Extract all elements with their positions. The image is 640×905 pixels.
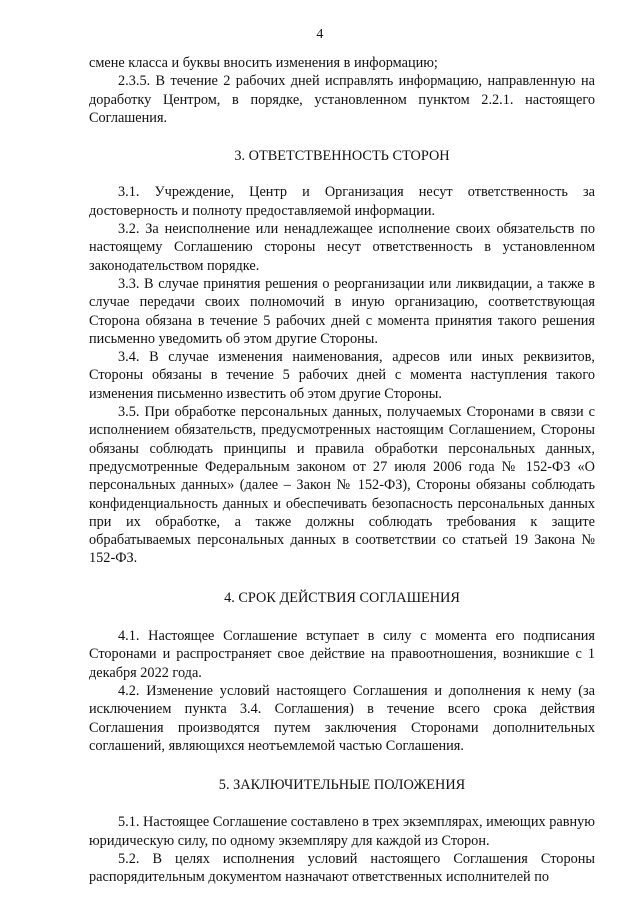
paragraph-3-2: 3.2. За неисполнение или ненадлежащее исполнение своих обязательств по настоящему Соглашению стороны несут ответственность в установленном законодательством порядке. [89, 221, 595, 274]
paragraph-4-2: 4.2. Изменение условий настоящего Соглашения и дополнения к нему (за исключением пункта 3.4. Соглашения) в течение всего срока действия Соглашения производятся путем заключения Сторонами дополнительных соглашений, являющихся неотъемлемой частью Соглашения. [89, 682, 595, 754]
section-heading-4: 4. СРОК ДЕЙСТВИЯ СОГЛАШЕНИЯ [224, 589, 460, 606]
section-heading-3: 3. ОТВЕТСТВЕННОСТЬ СТОРОН [234, 148, 450, 165]
paragraph-3-4: 3.4. В случае изменения наименования, адресов или иных реквизитов, Стороны обязаны в течение 5 рабочих дней с момента наступления такого изменения письменно известить об этом другие Стороны. [89, 349, 595, 402]
page-number: 4 [316, 27, 324, 42]
paragraph-3-3: 3.3. В случае принятия решения о реорганизации или ликвидации, а также в случае передачи своих полномочий в иную организацию, соответствующая Сторона обязана в течение 5 рабочих дней с момента принятия такого решения письменно уведомить об этом другие Стороны. [89, 275, 595, 347]
paragraph-4-1: 4.1. Настоящее Соглашение вступает в силу с момента его подписания Сторонами и распространяет свое действие на правоотношения, возникшие с 1 декабря 2022 года. [89, 628, 595, 681]
section-heading-5: 5. ЗАКЛЮЧИТЕЛЬНЫЕ ПОЛОЖЕНИЯ [218, 777, 466, 794]
paragraph-2-3-5: 2.3.5. В течение 2 рабочих дней исправлять информацию, направленную на доработку Центром, в порядке, установленном пунктом 2.2.1. настоящего Соглашения. [89, 73, 595, 126]
paragraph-5-1: 5.1. Настоящее Соглашение составлено в трех экземплярах, имеющих равную юридическую силу, по одному экземпляру для каждой из Сторон. [89, 814, 595, 849]
paragraph-3-1: 3.1. Учреждение, Центр и Организация несут ответственность за достоверность и полноту предоставляемой информации. [89, 184, 595, 219]
paragraph-continuation: смене класса и буквы вносить изменения в информацию; [89, 55, 438, 71]
paragraph-3-5: 3.5. При обработке персональных данных, получаемых Сторонами в связи с исполнением обязательств, предусмотренных настоящим Соглашением, Стороны обязаны соблюдать принципы и правила обработки персональных данных, предусмотренные Федеральным законом от 27 июля 2006 года № 152-ФЗ «О персональных данных» (далее – Закон № 152-ФЗ), Стороны обязаны соблюдать конфиденциальность данных и обеспечивать безопасность персональных данных при их обработке, а также должны соблюдать требования к защите обрабатываемых персональных данных в соответствии со статьей 19 Закона № 152-ФЗ. [89, 404, 595, 567]
document-body [89, 54, 595, 887]
paragraph-5-2: 5.2. В целях исполнения условий настоящего Соглашения Стороны распорядительным документом назначают ответственных исполнителей по [89, 850, 595, 886]
